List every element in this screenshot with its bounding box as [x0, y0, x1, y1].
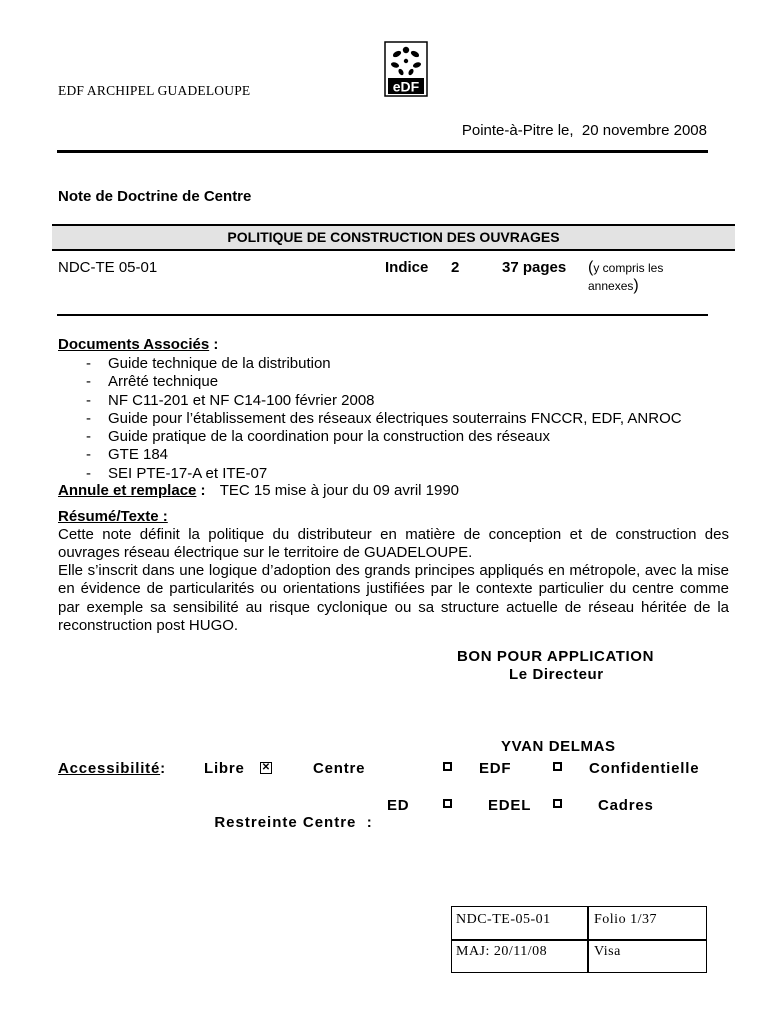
- page-count: 37 pages: [502, 259, 567, 276]
- list-item: - Guide technique de la distribution: [58, 355, 682, 373]
- accessibility-label-text: Accessibilité: [58, 760, 161, 777]
- reference-code: NDC-TE 05-01: [58, 259, 158, 276]
- option-edel-label: EDEL: [488, 797, 532, 814]
- header-divider: [57, 150, 708, 153]
- edf-logo: [384, 41, 428, 97]
- note-type: Note de Doctrine de Centre: [58, 188, 252, 205]
- associated-docs-list: [58, 355, 682, 483]
- restricted-label-text: Restreinte Centre: [214, 814, 357, 831]
- option-libre-label: Libre: [204, 760, 245, 777]
- option-cadres-label: Cadres: [598, 797, 654, 814]
- indice-label: Indice: [385, 259, 429, 276]
- replaces-value: TEC 15 mise à jour du 09 avril 1990: [219, 482, 460, 499]
- page-count-note-text: y compris les annexes: [588, 261, 664, 293]
- summary-heading: Résumé/Texte :: [58, 508, 168, 525]
- footer-visa: Visa: [594, 944, 621, 959]
- footer-ref: NDC-TE-05-01: [456, 912, 551, 927]
- option-ed-checkbox[interactable]: [443, 799, 452, 808]
- reference-divider: [57, 314, 708, 316]
- document-title: POLITIQUE DE CONSTRUCTION DES OUVRAGES: [227, 229, 560, 245]
- list-item: - Arrêté technique: [58, 373, 682, 391]
- organization-name: EDF ARCHIPEL GUADELOUPE: [58, 83, 251, 98]
- footer-folio: Folio 1/37: [594, 912, 657, 927]
- option-ed-label: ED: [387, 797, 410, 814]
- option-edf-label: EDF: [479, 760, 512, 777]
- title-band: [52, 224, 735, 251]
- option-confidentielle-label: Confidentielle: [589, 760, 700, 777]
- indice-value: 2: [451, 259, 460, 276]
- option-edel-checkbox[interactable]: [553, 799, 562, 808]
- replaces-label: Annule et remplace: [58, 482, 197, 499]
- restricted-label: Restreinte Centre :: [214, 814, 373, 831]
- option-centre-checkbox[interactable]: [443, 762, 452, 771]
- summary-paragraph-1: Cette note définit la politique du distributeur en matière de conception et de construction des ouvrages réseau électrique sur le territoire de GUADELOUPE.: [58, 526, 729, 562]
- option-libre-checkbox[interactable]: ✕: [261, 762, 271, 773]
- approval-line-1: BON POUR APPLICATION: [457, 648, 655, 665]
- edf-logo-icon: [384, 41, 428, 97]
- footer-table: [451, 906, 707, 973]
- footer-maj: MAJ: 20/11/08: [456, 944, 548, 959]
- accessibility-label: Accessibilité:: [58, 760, 166, 777]
- summary-paragraph-2: Elle s’inscrit dans une logique d’adoption des grands principes appliqués en métropole, avec la mise en évidence de particularités ou orientations justifiées par le contexte particulier du centre comme par exemple sa sensibilité au risque cyclonique ou sa structure actuelle de réseau héritée de la reconstruction post HUGO.: [58, 562, 729, 634]
- list-item: - SEI PTE-17-A et ITE-07: [58, 465, 682, 483]
- option-edf-checkbox[interactable]: [553, 762, 562, 771]
- place-date: Pointe-à-Pitre le, 20 novembre 2008: [461, 122, 707, 139]
- footer-table-hdivider: [452, 939, 706, 941]
- list-item: - Guide pour l’établissement des réseaux électriques souterrains FNCCR, EDF, ANROC: [58, 410, 682, 428]
- list-item: - GTE 184: [58, 446, 682, 464]
- approval-line-2: Le Directeur: [509, 666, 604, 683]
- page-count-note: (y compris les annexes): [588, 259, 664, 294]
- option-centre-label: Centre: [313, 760, 366, 777]
- signatory-name: YVAN DELMAS: [501, 738, 616, 755]
- replaces-row: Annule et remplace : TEC 15 mise à jour du 09 avril 1990: [58, 482, 460, 499]
- associated-docs-heading-text: Documents Associés: [58, 336, 210, 353]
- list-item: - NF C11-201 et NF C14-100 février 2008: [58, 392, 682, 410]
- svg-text:eDF: eDF: [392, 78, 420, 95]
- associated-docs-heading: Documents Associés :: [58, 336, 219, 353]
- list-item: - Guide pratique de la coordination pour la construction des réseaux: [58, 428, 682, 446]
